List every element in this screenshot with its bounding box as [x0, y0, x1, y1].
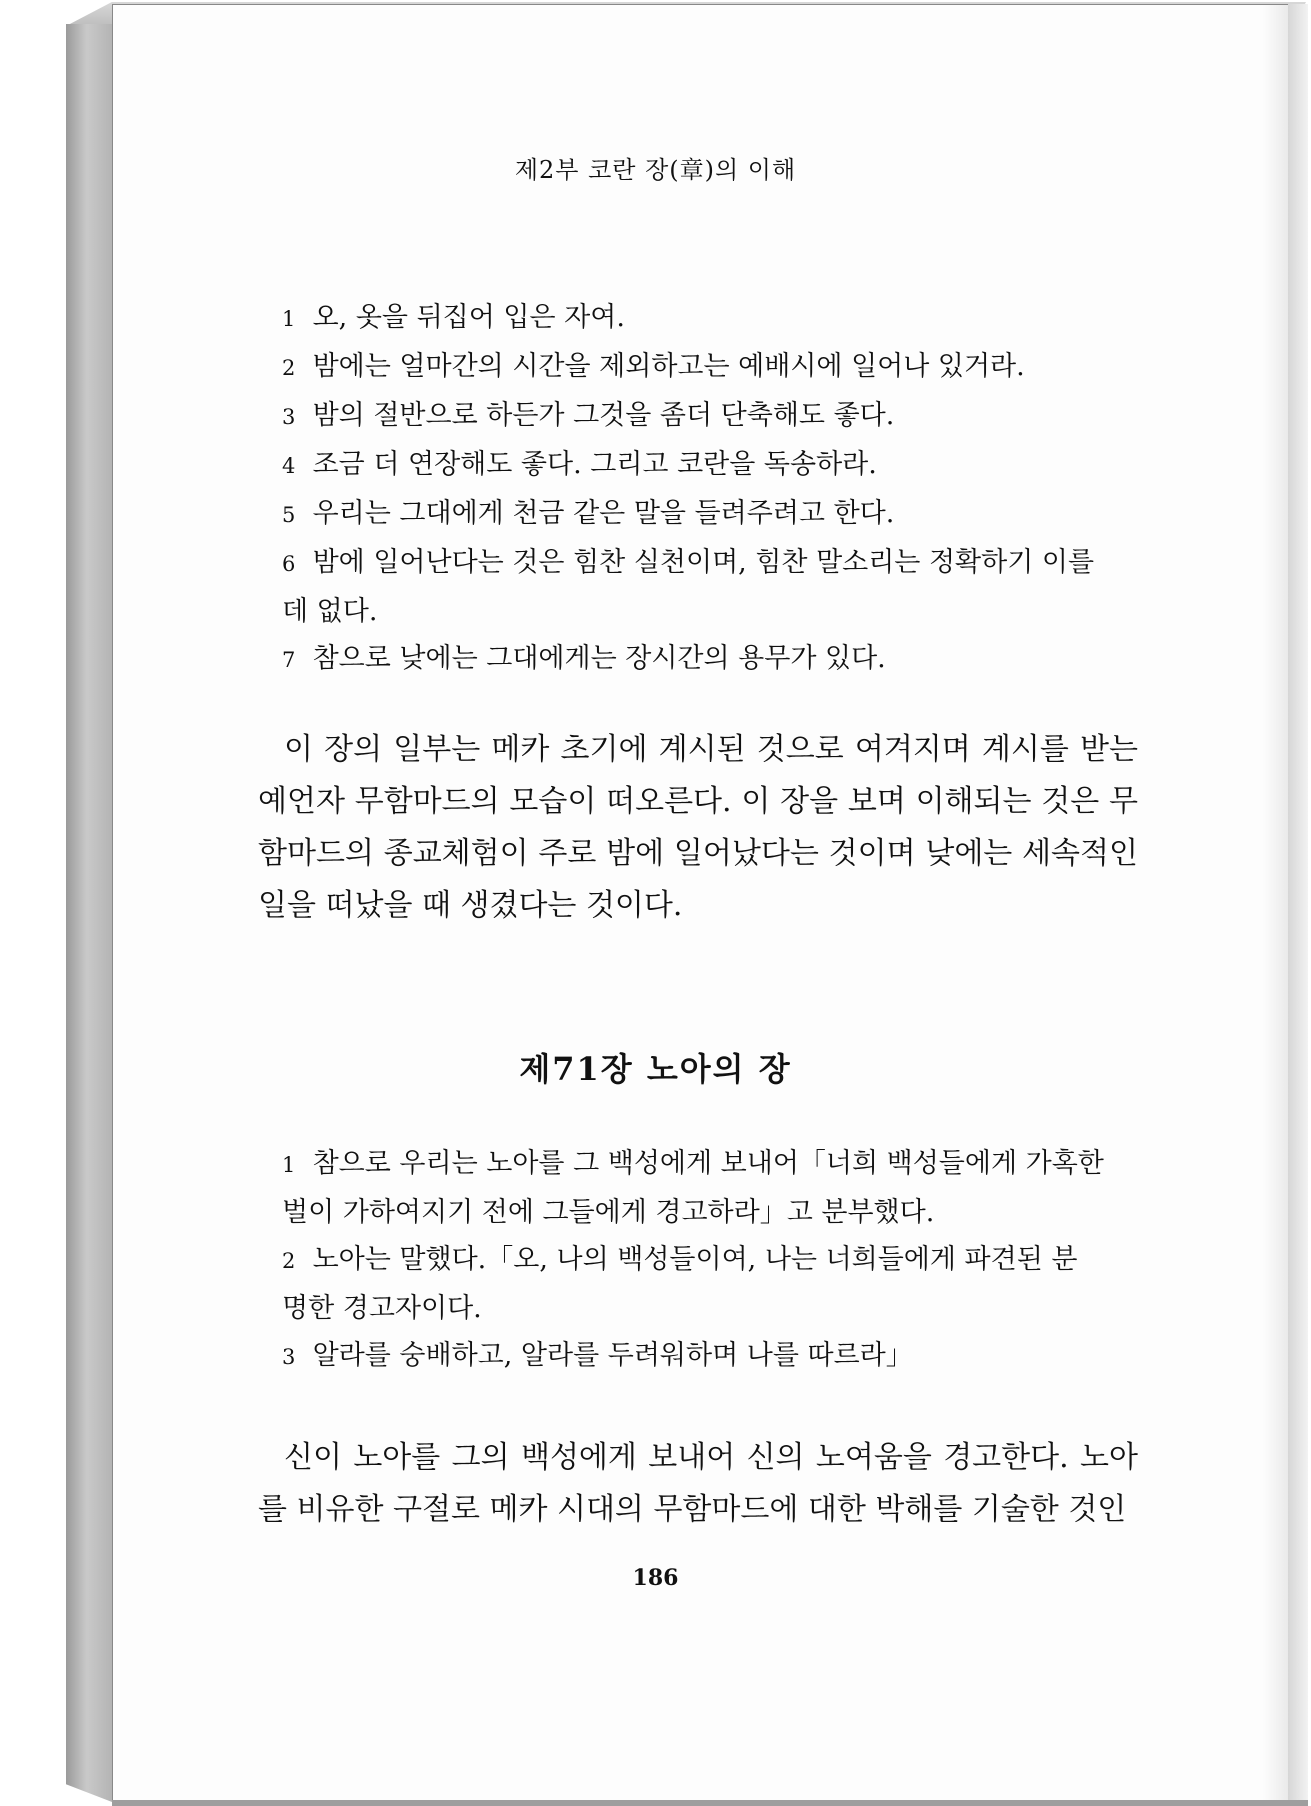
- verse: [282, 635, 1132, 684]
- verse-number: 3: [282, 405, 296, 429]
- verse-number: 4: [282, 454, 296, 478]
- verse-text: 참으로 낮에는 그대에게는 장시간의 용무가 있다.: [312, 643, 886, 674]
- verse-number: 3: [282, 1345, 296, 1369]
- commentary-1: [258, 724, 1138, 932]
- verse-text: 노아는 말했다.「오, 나의 백성들이여, 나는 너희들에게 파견된 분: [312, 1244, 1078, 1275]
- verse: [282, 392, 1132, 441]
- verse-continuation: 벌이 가하여지기 전에 그들에게 경고하라」고 분부했다.: [282, 1197, 935, 1228]
- chapter-title: 제71장 노아의 장: [519, 1050, 792, 1088]
- verse: [282, 490, 1132, 539]
- verse-text: 조금 더 연장해도 좋다. 그리고 코란을 독송하라.: [312, 449, 877, 480]
- book-right-edge: [1288, 4, 1308, 1802]
- book-bottom-edge: [112, 1800, 1308, 1806]
- verse: [282, 539, 1132, 635]
- verse-number: 1: [282, 307, 296, 331]
- verse-text: 밤의 절반으로 하든가 그것을 좀더 단축해도 좋다.: [312, 400, 895, 431]
- verse: [282, 343, 1132, 392]
- verse: [282, 1332, 1132, 1381]
- commentary-2: [258, 1432, 1138, 1536]
- verse-number: 1: [282, 1153, 296, 1177]
- verse-text: 밤에는 얼마간의 시간을 제외하고는 예배시에 일어나 있거라.: [312, 351, 1025, 382]
- verse-list-1: [282, 294, 1132, 684]
- page-shade: [1263, 5, 1289, 1803]
- page-number: 186: [632, 1565, 679, 1591]
- verse-text: 밤에 일어난다는 것은 힘찬 실천이며, 힘찬 말소리는 정확하기 이를: [312, 547, 1095, 578]
- commentary-text: 신이 노아를 그의 백성에게 보내어 신의 노여움을 경고한다. 노아를 비유한 구절로 메카 시대의 무함마드에 대한 박해를 기술한 것인: [258, 1440, 1138, 1527]
- verse: [282, 294, 1132, 343]
- verse-number: 2: [282, 356, 296, 380]
- verse-text: 참으로 우리는 노아를 그 백성에게 보내어「너희 백성들에게 가혹한: [312, 1148, 1104, 1179]
- verse: [282, 1236, 1132, 1332]
- verse-number: 5: [282, 503, 296, 527]
- running-head: 제2부 코란 장(章)의 이해: [514, 156, 797, 184]
- verse-number: 6: [282, 552, 296, 576]
- verse-list-2: [282, 1140, 1132, 1381]
- verse: [282, 441, 1132, 490]
- verse-text: 우리는 그대에게 천금 같은 말을 들려주려고 한다.: [312, 498, 895, 529]
- verse-number: 7: [282, 648, 296, 672]
- verse-number: 2: [282, 1249, 296, 1273]
- verse-continuation: 데 없다.: [282, 596, 378, 627]
- verse: [282, 1140, 1132, 1236]
- verse-text: 오, 옷을 뒤집어 입은 자여.: [312, 302, 625, 333]
- verse-continuation: 명한 경고자이다.: [282, 1293, 482, 1324]
- book-spine: [66, 24, 112, 1802]
- verse-text: 알라를 숭배하고, 알라를 두려워하며 나를 따르라」: [312, 1340, 913, 1371]
- commentary-text: 이 장의 일부는 메카 초기에 계시된 것으로 여겨지며 계시를 받는 예언자 무함마드의 모습이 떠오른다. 이 장을 보며 이해되는 것은 무함마드의 종교체험이 주로 밤에 일어났다는 것이며 낮에는 세속적인 일을 떠났을 때 생겼다는 것이다.: [258, 732, 1138, 923]
